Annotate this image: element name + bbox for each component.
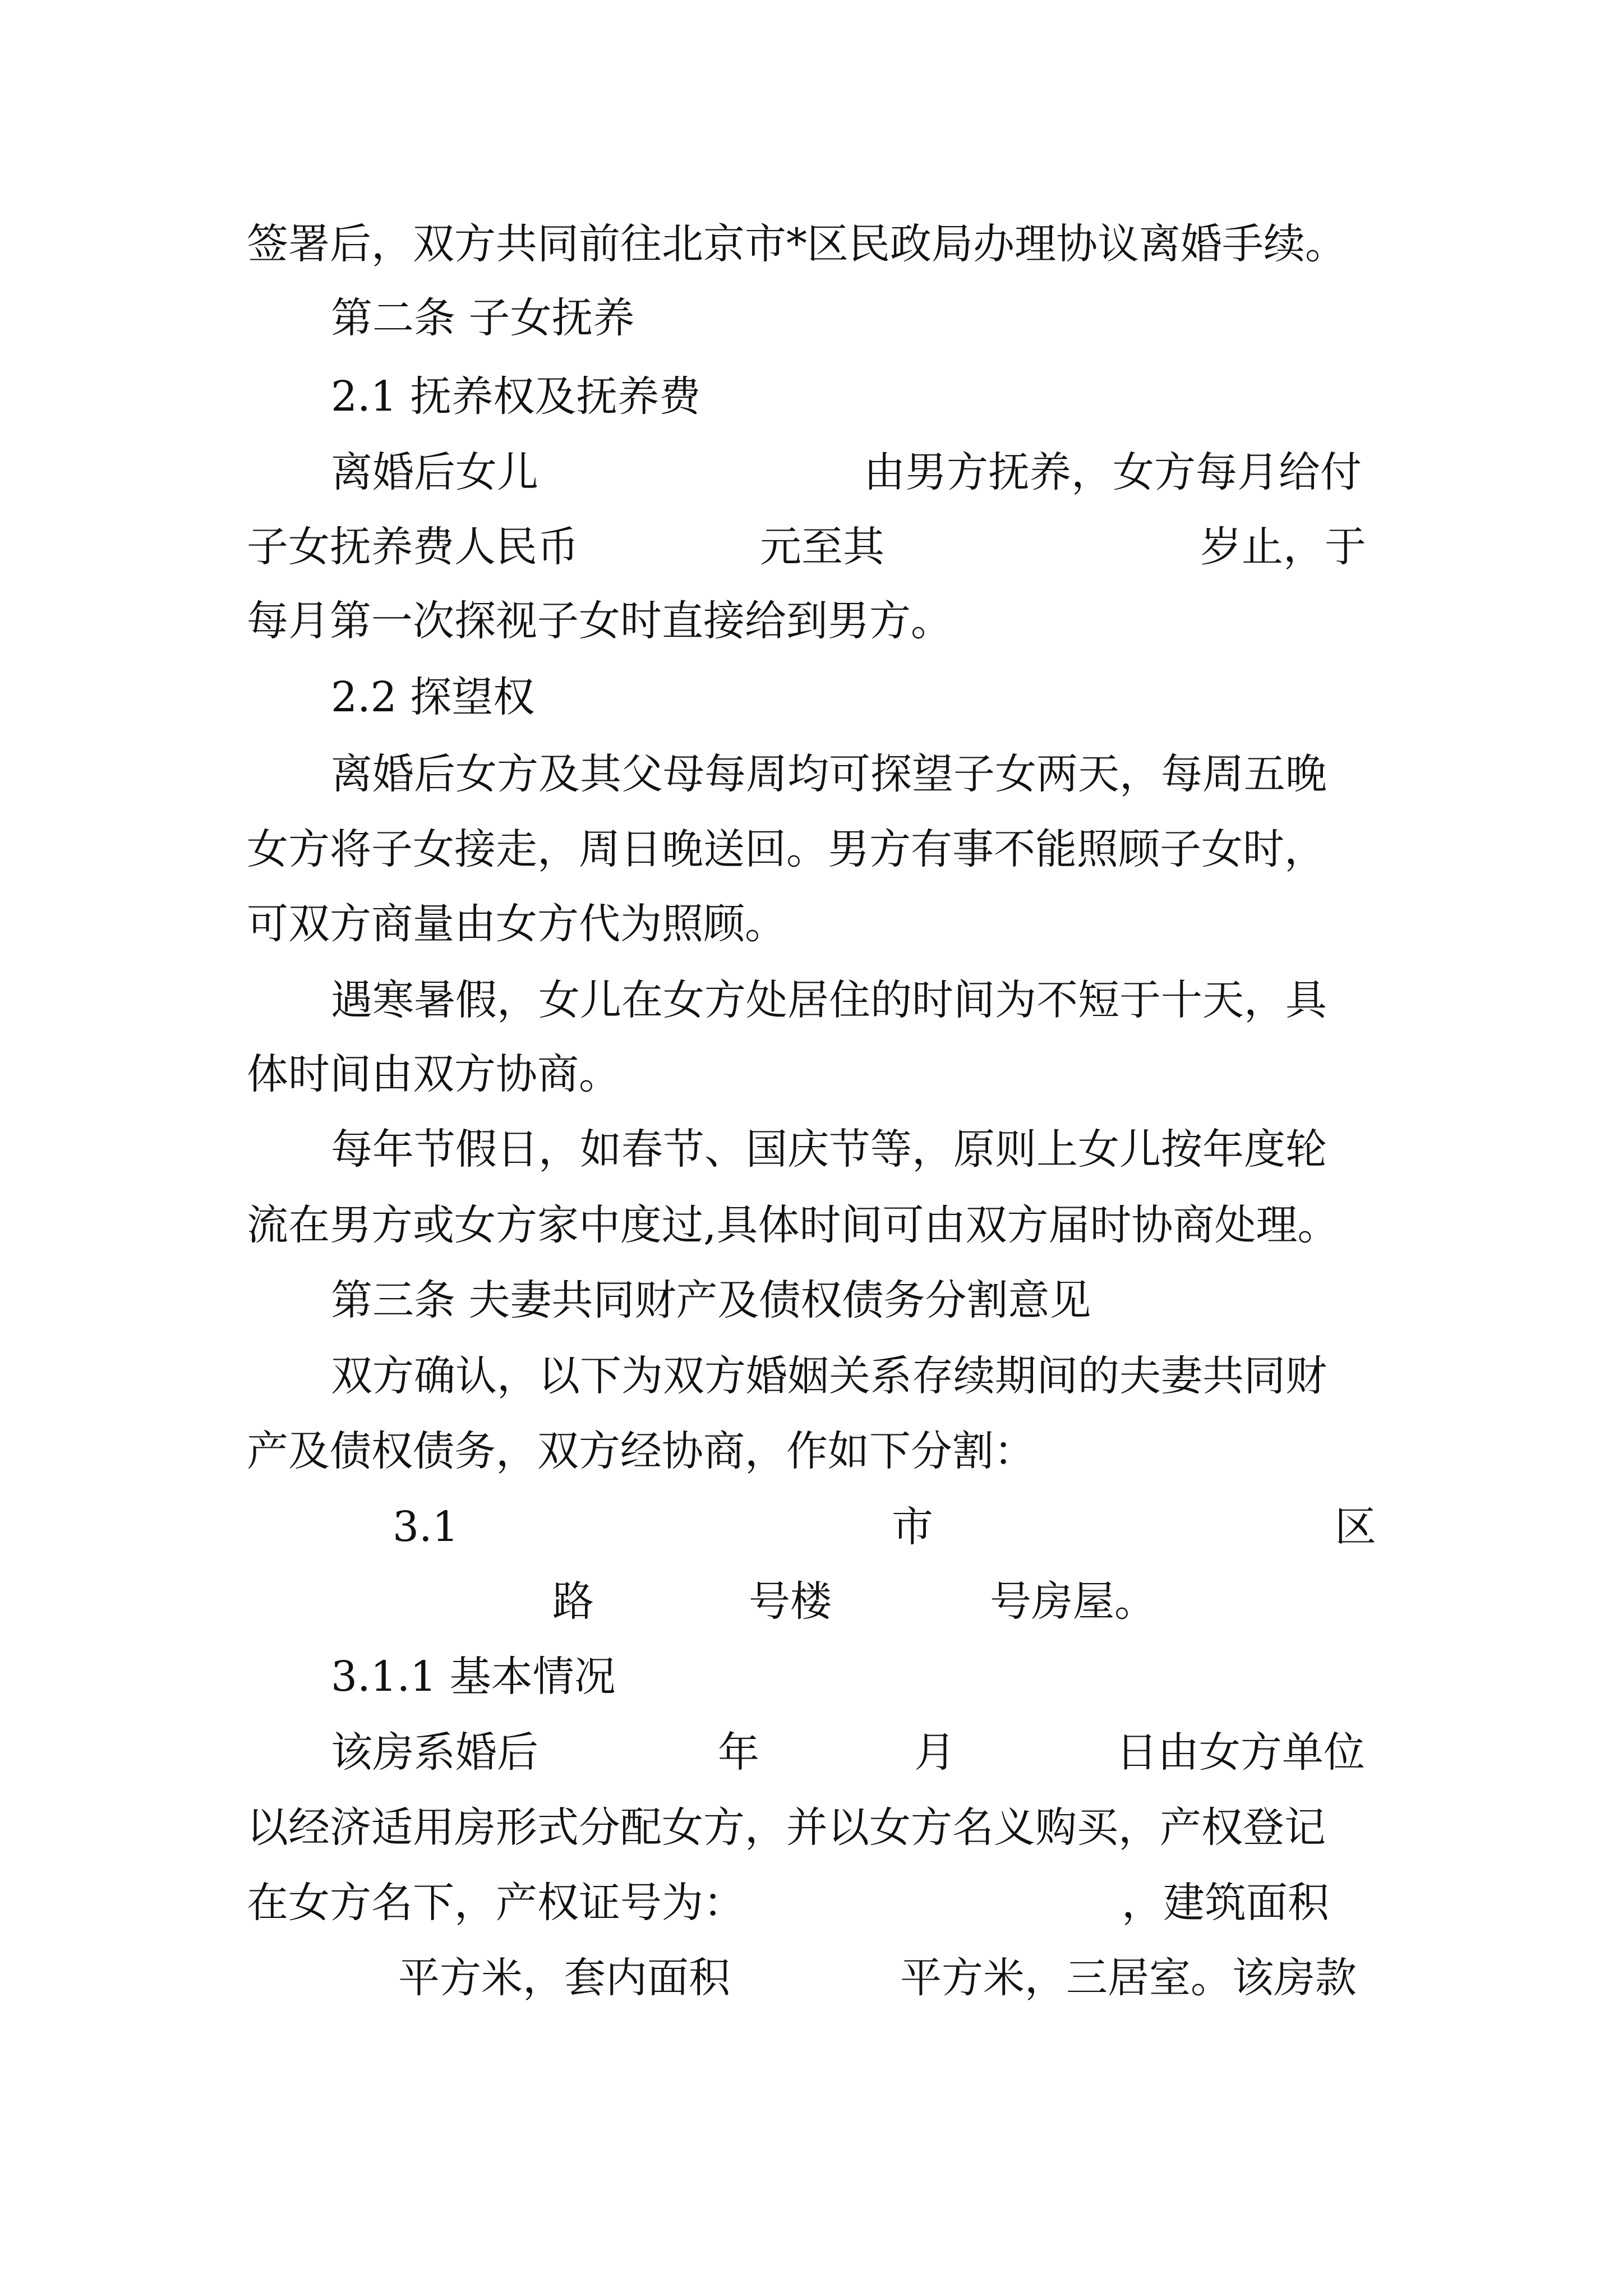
text-line: 离婚后女方及其父母每周均可探望子女两天，每周五晚 (331, 750, 1327, 798)
text-line: 流在男方或女方家中度过,具体时间可由双方届时协商处理。 (247, 1201, 1339, 1249)
text-fragment: 子女抚养费人民币 (247, 523, 579, 571)
subsection-number-3-1: 3.1 (393, 1503, 459, 1551)
section-heading-2: 第二条 子女抚养 (331, 294, 635, 342)
text-line: 签署后，双方共同前往北京市*区民政局办理协议离婚手续。 (247, 220, 1347, 268)
text-line: 女方将子女接走，周日晚送回。男方有事不能照顾子女时， (247, 825, 1326, 873)
text-line: 体时间由双方协商。 (247, 1050, 620, 1098)
text-fragment: 号楼 (749, 1577, 832, 1626)
section-heading-3: 第三条 夫妻共同财产及债权债务分割意见 (331, 1276, 1091, 1324)
subsection-heading-2-1: 2.1 抚养权及抚养费 (331, 372, 701, 421)
text-fragment: 年 (718, 1728, 759, 1777)
text-fragment: 该房系婚后 (331, 1728, 538, 1777)
text-fragment: 在女方名下，产权证号为： (247, 1879, 745, 1927)
text-fragment: 离婚后女儿 (331, 448, 538, 496)
subsection-heading-3-1-1: 3.1.1 基本情况 (331, 1653, 616, 1701)
text-fragment: ，建筑面积 (1122, 1879, 1329, 1927)
text-line: 产及债权债务，双方经协商，作如下分割： (247, 1427, 1035, 1475)
text-line: 以经济适用房形式分配女方，并以女方名义购买，产权登记 (247, 1803, 1326, 1852)
text-line: 遇寒暑假，女儿在女方处居住的时间为不短于十天，具 (331, 976, 1327, 1024)
text-line: 每年节假日，如春节、国庆节等，原则上女儿按年度轮 (331, 1125, 1327, 1174)
text-fragment: 由男方抚养，女方每月给付 (864, 448, 1362, 496)
text-fragment: 平方米，三居室。该房款 (900, 1954, 1357, 2002)
subsection-heading-2-2: 2.2 探望权 (331, 673, 535, 721)
text-fragment: 月 (914, 1728, 956, 1777)
text-line: 每月第一次探视子女时直接给到男方。 (247, 597, 952, 645)
text-fragment: 元至其 (760, 523, 884, 571)
text-fragment: 日由女方单位 (1116, 1728, 1365, 1777)
text-fragment: 岁止，于 (1200, 523, 1366, 571)
text-fragment: 号房屋。 (990, 1577, 1156, 1626)
text-line: 可双方商量由女方代为照顾。 (247, 900, 786, 948)
text-fragment: 区 (1335, 1503, 1376, 1551)
text-fragment: 路 (552, 1577, 594, 1626)
text-line: 双方确认，以下为双方婚姻关系存续期间的夫妻共同财 (331, 1352, 1327, 1400)
text-fragment: 市 (892, 1503, 933, 1551)
text-fragment: 平方米，套内面积 (398, 1954, 730, 2002)
